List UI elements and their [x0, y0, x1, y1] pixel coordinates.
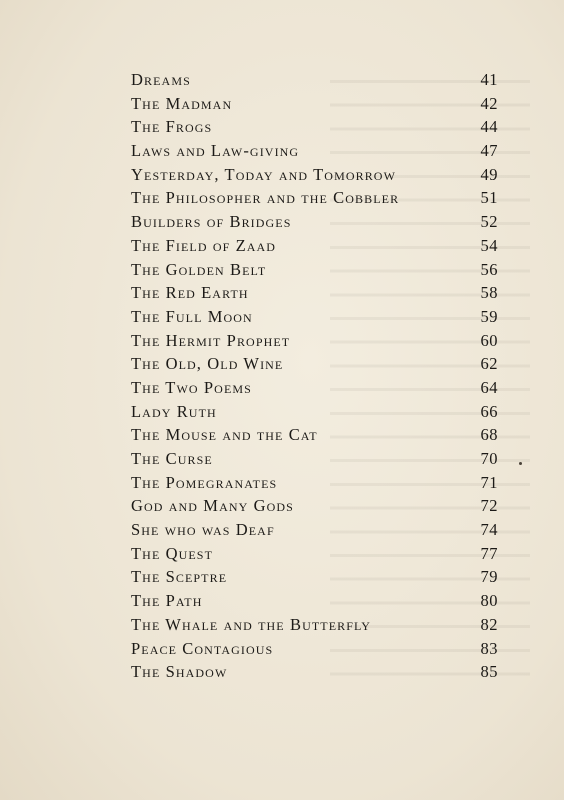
toc-entry-page-number: 80 — [480, 591, 498, 611]
toc-entry-title: The Golden Belt — [131, 259, 267, 279]
toc-entry-page-number: 58 — [480, 283, 498, 303]
toc-entry — [131, 447, 498, 471]
toc-entry-title: Builders of Bridges — [131, 212, 292, 232]
toc-entry — [131, 352, 498, 376]
toc-entry — [131, 589, 498, 613]
toc-entry-title: The Whale and the Butterfly — [131, 614, 372, 634]
toc-entry-page-number: 60 — [480, 330, 498, 350]
toc-entry-page-number: 77 — [480, 543, 498, 563]
toc-entry — [131, 210, 498, 234]
toc-entry-page-number: 51 — [480, 188, 498, 208]
toc-entry — [131, 637, 498, 661]
toc-entry — [131, 163, 498, 187]
toc-entry — [131, 305, 498, 329]
toc-entry-page-number: 44 — [480, 117, 498, 137]
toc-entry — [131, 115, 498, 139]
toc-entry-title: Yesterday, Today and Tomorrow — [131, 164, 397, 184]
toc-entry-page-number: 83 — [480, 638, 498, 658]
table-of-contents — [131, 68, 498, 684]
toc-entry-title: The Full Moon — [131, 306, 253, 326]
toc-entry-page-number: 47 — [480, 141, 498, 161]
toc-entry-title: The Frogs — [131, 117, 213, 137]
toc-entry — [131, 494, 498, 518]
toc-entry-page-number: 59 — [480, 306, 498, 326]
toc-entry — [131, 471, 498, 495]
toc-entry — [131, 234, 498, 258]
toc-entry — [131, 613, 498, 637]
toc-entry — [131, 258, 498, 282]
toc-entry-page-number: 85 — [480, 662, 498, 682]
toc-entry — [131, 542, 498, 566]
toc-entry — [131, 281, 498, 305]
toc-entry-title: God and Many Gods — [131, 496, 294, 516]
toc-entry-page-number: 70 — [480, 449, 498, 468]
toc-entry-page-number: 56 — [480, 259, 498, 279]
toc-entry-page-number: 79 — [480, 567, 498, 587]
toc-entry — [131, 92, 498, 116]
toc-entry-page-number: 64 — [480, 377, 498, 397]
toc-entry-title: The Madman — [131, 93, 233, 113]
toc-entry-page-number: 72 — [480, 496, 498, 516]
toc-entry — [131, 329, 498, 353]
toc-entry-title: The Two Poems — [131, 377, 252, 397]
toc-entry-title: The Hermit Prophet — [131, 330, 291, 350]
toc-entry-title: The Pomegranates — [131, 472, 278, 492]
toc-entry-title: The Shadow — [131, 662, 228, 682]
toc-entry-title: She who was Deaf — [131, 520, 275, 540]
toc-entry — [131, 139, 498, 163]
toc-entry-page-number: 49 — [480, 164, 498, 184]
toc-entry-title: Laws and Law-giving — [131, 141, 300, 161]
toc-entry — [131, 68, 498, 92]
toc-entry-title: The Path — [131, 591, 203, 611]
toc-entry-title: Peace Contagious — [131, 638, 274, 658]
paper-speck — [519, 462, 522, 465]
toc-entry — [131, 423, 498, 447]
toc-entry-title: The Sceptre — [131, 567, 228, 587]
toc-entry-title: The Red Earth — [131, 283, 249, 303]
toc-entry-title: The Quest — [131, 543, 214, 563]
toc-entry-page-number: 52 — [480, 212, 498, 232]
toc-entry-page-number: 54 — [480, 235, 498, 255]
toc-entry-title: Dreams — [131, 70, 191, 89]
toc-entry-page-number: 82 — [480, 614, 498, 634]
toc-entry-title: The Mouse and the Cat — [131, 425, 318, 445]
toc-entry-title: The Philosopher and the Cobbler — [131, 188, 400, 208]
toc-entry — [131, 400, 498, 424]
toc-entry-page-number: 41 — [480, 70, 498, 89]
toc-entry — [131, 186, 498, 210]
toc-entry-page-number: 71 — [480, 472, 498, 492]
toc-entry-title: The Field of Zaad — [131, 235, 277, 255]
toc-entry-page-number: 66 — [480, 401, 498, 421]
toc-entry-title: The Curse — [131, 449, 213, 468]
toc-entry — [131, 660, 498, 684]
toc-entry-page-number: 74 — [480, 520, 498, 540]
toc-entry-page-number: 42 — [480, 93, 498, 113]
toc-entry-page-number: 68 — [480, 425, 498, 445]
toc-entry-title: The Old, Old Wine — [131, 354, 284, 374]
toc-entry — [131, 376, 498, 400]
toc-entry-page-number: 62 — [480, 354, 498, 374]
toc-entry — [131, 565, 498, 589]
toc-entry-title: Lady Ruth — [131, 401, 217, 421]
toc-entry — [131, 518, 498, 542]
